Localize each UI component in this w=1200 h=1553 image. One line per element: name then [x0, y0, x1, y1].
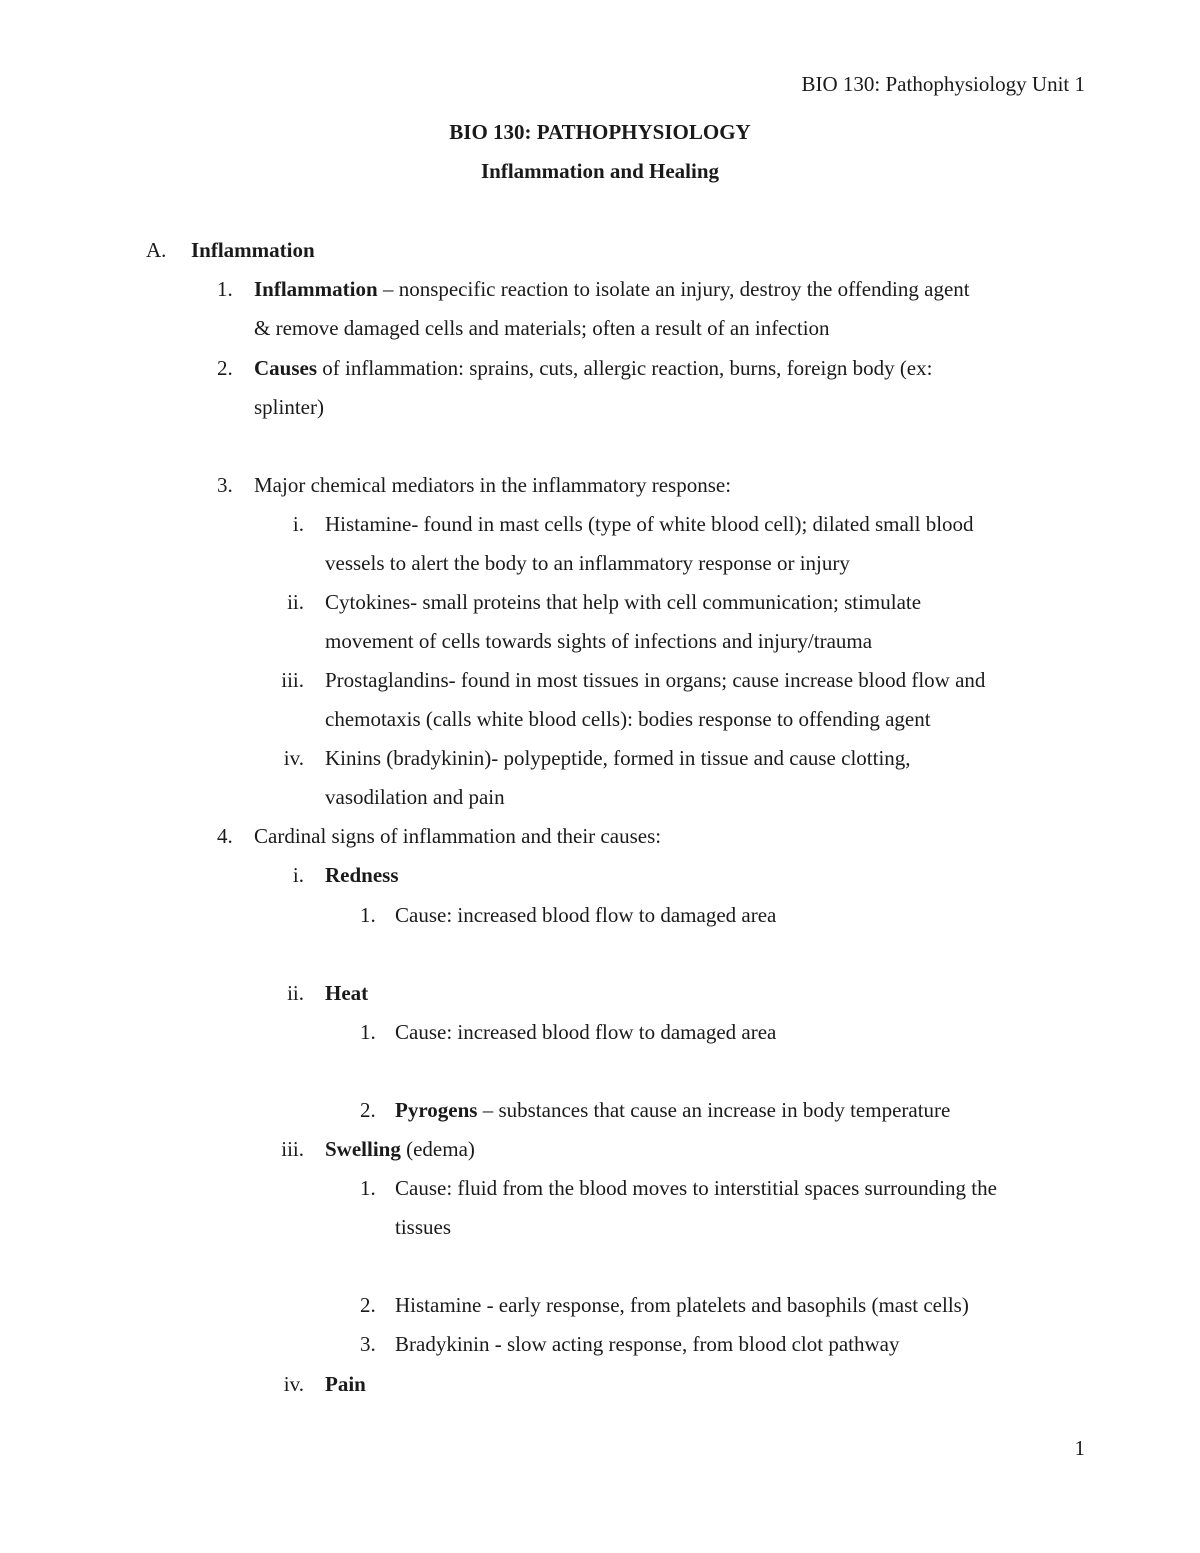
cause-marker: 1.	[360, 903, 376, 927]
page-number: 1	[1074, 1436, 1085, 1460]
sign-swelling	[325, 1135, 475, 1163]
item-text-continued: movement of cells towards sights of infections and injury/trauma	[325, 629, 873, 653]
document-subtitle: Inflammation and Healing	[480, 159, 720, 183]
term-inflammation: Inflammation	[254, 277, 378, 301]
mediator-kinins: Kinins (bradykinin)- polypeptide, formed in tissue and cause clotting,	[325, 746, 911, 770]
sublist-marker: iv.	[283, 1372, 304, 1396]
item-text-continued: splinter)	[254, 395, 324, 419]
cause-text: Histamine - early response, from platelets and basophils (mast cells)	[395, 1293, 969, 1317]
sublist-marker: iii.	[281, 668, 304, 692]
item-text: of inflammation: sprains, cuts, allergic reaction, burns, foreign body (ex:	[317, 356, 933, 380]
sublist-marker: ii.	[287, 981, 304, 1005]
cause-text	[395, 1096, 950, 1124]
mediator-histamine: Histamine- found in mast cells (type of white blood cell); dilated small blood	[325, 512, 974, 536]
cause-marker: 2.	[360, 1293, 376, 1317]
sublist-marker: iv.	[283, 746, 304, 770]
sublist-marker: i.	[292, 512, 304, 536]
cause-text: Cause: fluid from the blood moves to interstitial spaces surrounding the	[395, 1176, 997, 1200]
item-text-continued: vessels to alert the body to an inflammatory response or injury	[325, 551, 850, 575]
section-heading: Inflammation	[191, 238, 315, 262]
sign-heat: Heat	[325, 981, 369, 1005]
sublist-marker: iii.	[281, 1137, 304, 1161]
list-item	[254, 354, 932, 382]
cause-text: Cause: increased blood flow to damaged area	[395, 1020, 777, 1044]
cause-text: Cause: increased blood flow to damaged area	[395, 903, 777, 927]
item-text-continued: vasodilation and pain	[325, 785, 505, 809]
list-marker: 3.	[217, 473, 233, 497]
sublist-marker: ii.	[287, 590, 304, 614]
term-pyrogens: Pyrogens	[395, 1098, 478, 1122]
cause-marker: 1.	[360, 1020, 376, 1044]
cause-text-continued: tissues	[395, 1215, 452, 1239]
section-marker: A.	[146, 238, 167, 262]
sign-pain: Pain	[325, 1372, 366, 1396]
mediator-prostaglandins: Prostaglandins- found in most tissues in organs; cause increase blood flow and	[325, 668, 986, 692]
document-title: BIO 130: PATHOPHYSIOLOGY	[449, 120, 751, 144]
mediator-cytokines: Cytokines- small proteins that help with cell communication; stimulate	[325, 590, 922, 614]
sign-redness: Redness	[325, 863, 399, 887]
sign-swelling-label: Swelling	[325, 1137, 401, 1161]
cause-text: Bradykinin - slow acting response, from blood clot pathway	[395, 1332, 900, 1356]
item-text-continued: & remove damaged cells and materials; often a result of an infection	[254, 316, 830, 340]
running-header: BIO 130: Pathophysiology Unit 1	[801, 72, 1085, 96]
list-item: Major chemical mediators in the inflammatory response:	[254, 473, 732, 497]
list-marker: 2.	[217, 356, 233, 380]
sublist-marker: i.	[292, 863, 304, 887]
term-causes: Causes	[254, 356, 318, 380]
list-marker: 1.	[217, 277, 233, 301]
list-item	[254, 275, 970, 303]
cause-text-rest: – substances that cause an increase in body temperature	[477, 1098, 951, 1122]
cause-marker: 3.	[360, 1332, 376, 1356]
list-item: Cardinal signs of inflammation and their causes:	[254, 824, 662, 848]
item-text-continued: chemotaxis (calls white blood cells): bodies response to offending agent	[325, 707, 931, 731]
cause-marker: 1.	[360, 1176, 376, 1200]
list-marker: 4.	[217, 824, 233, 848]
cause-marker: 2.	[360, 1098, 376, 1122]
item-text: – nonspecific reaction to isolate an injury, destroy the offending agent	[377, 277, 970, 301]
sign-swelling-suffix: (edema)	[400, 1137, 475, 1161]
